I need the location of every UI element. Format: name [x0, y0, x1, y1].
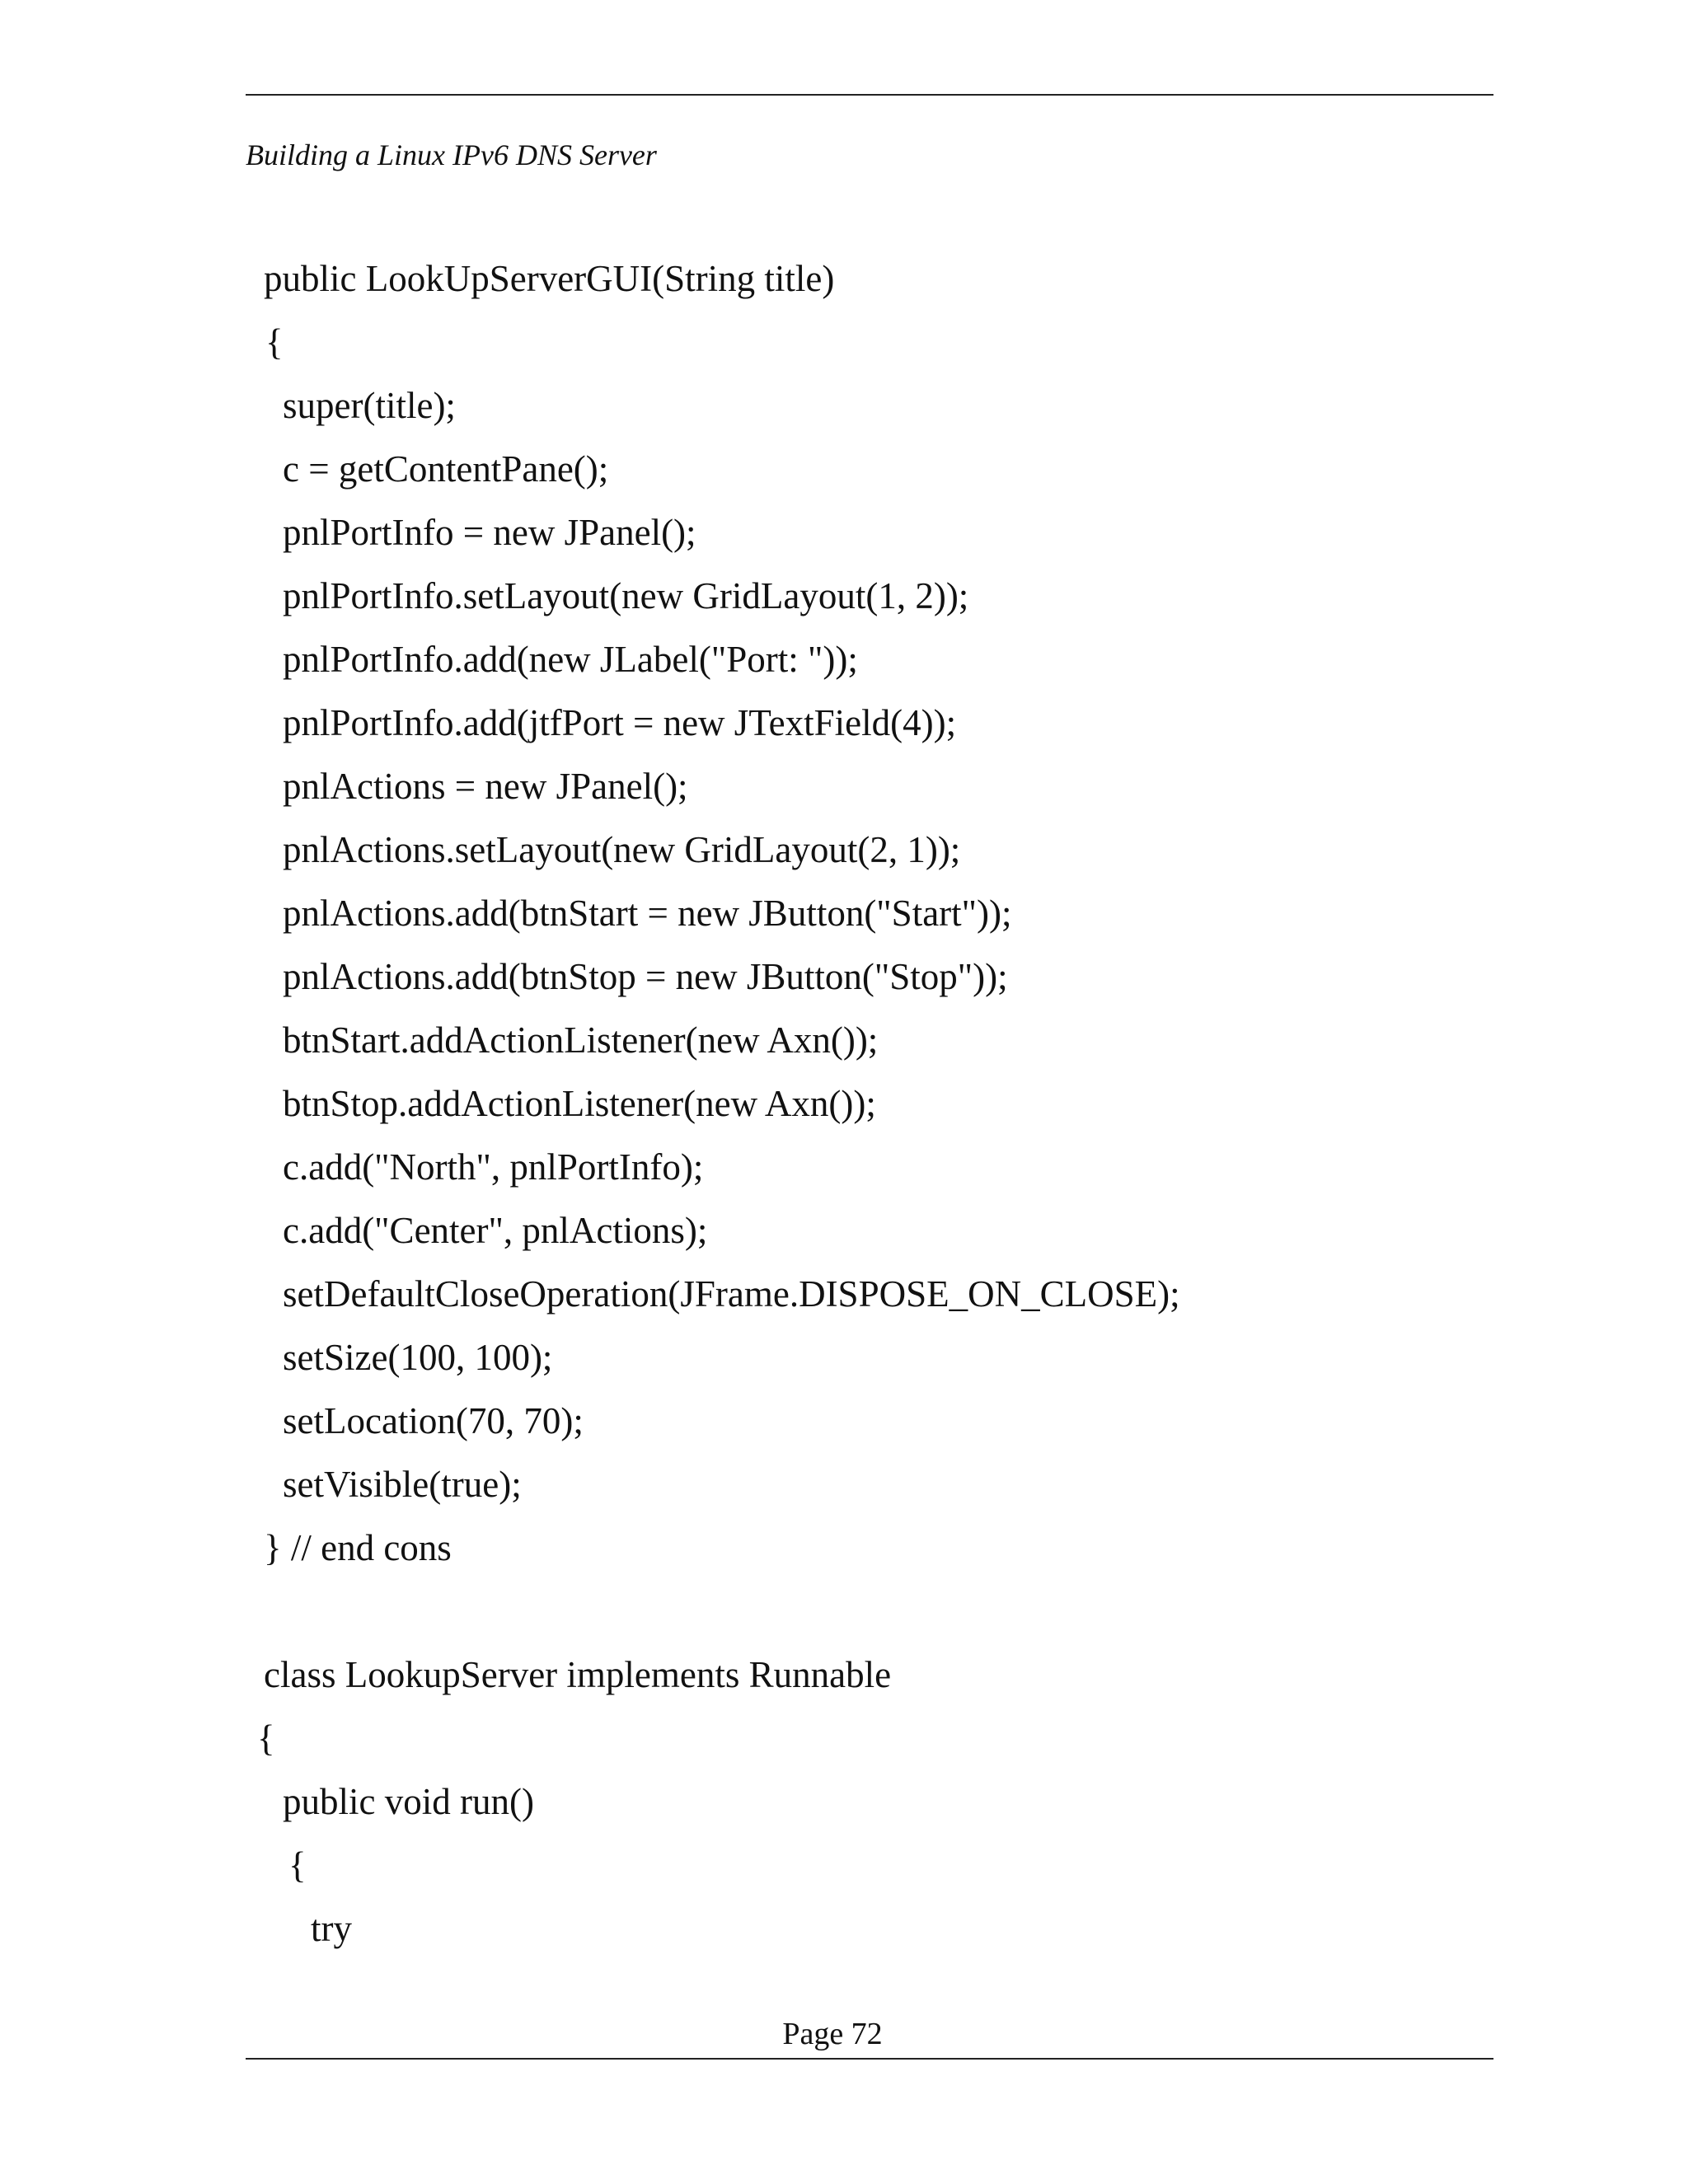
code-line: public LookUpServerGUI(String title)	[264, 258, 835, 299]
code-line: btnStop.addActionListener(new Axn());	[283, 1083, 876, 1124]
code-line: setSize(100, 100);	[283, 1337, 553, 1378]
code-line: } // end cons	[264, 1527, 452, 1568]
code-line: {	[257, 1718, 275, 1759]
code-line: pnlPortInfo.setLayout(new GridLayout(1, 2));	[283, 575, 969, 616]
code-line: try	[311, 1908, 352, 1949]
code-line: pnlPortInfo.add(new JLabel("Port: "));	[283, 639, 858, 680]
code-line: {	[265, 321, 284, 363]
code-line: pnlPortInfo.add(jtfPort = new JTextField(4));	[283, 702, 957, 743]
code-line: pnlActions.add(btnStart = new JButton("Start"));	[283, 893, 1012, 934]
code-line: pnlActions = new JPanel();	[283, 766, 688, 807]
code-line: c.add("Center", pnlActions);	[283, 1210, 708, 1251]
code-line: setVisible(true);	[283, 1464, 522, 1505]
code-line: pnlActions.setLayout(new GridLayout(2, 1));	[283, 829, 961, 870]
code-line: public void run()	[283, 1781, 534, 1822]
running-head: Building a Linux IPv6 DNS Server	[246, 138, 657, 171]
code-line: {	[288, 1844, 307, 1886]
code-line: setLocation(70, 70);	[283, 1400, 584, 1441]
code-line: btnStart.addActionListener(new Axn());	[283, 1019, 879, 1061]
page-number: Page 72	[782, 2017, 883, 2051]
code-line: super(title);	[283, 385, 456, 426]
code-line: setDefaultCloseOperation(JFrame.DISPOSE_ON_CLOSE);	[283, 1273, 1180, 1315]
code-line: pnlPortInfo = new JPanel();	[283, 512, 696, 553]
code-line: c.add("North", pnlPortInfo);	[283, 1146, 704, 1188]
footer-rule	[246, 2058, 1493, 2060]
code-line: class LookupServer implements Runnable	[264, 1654, 892, 1695]
code-line: pnlActions.add(btnStop = new JButton("Stop"));	[283, 956, 1008, 997]
code-line: c = getContentPane();	[283, 448, 609, 490]
